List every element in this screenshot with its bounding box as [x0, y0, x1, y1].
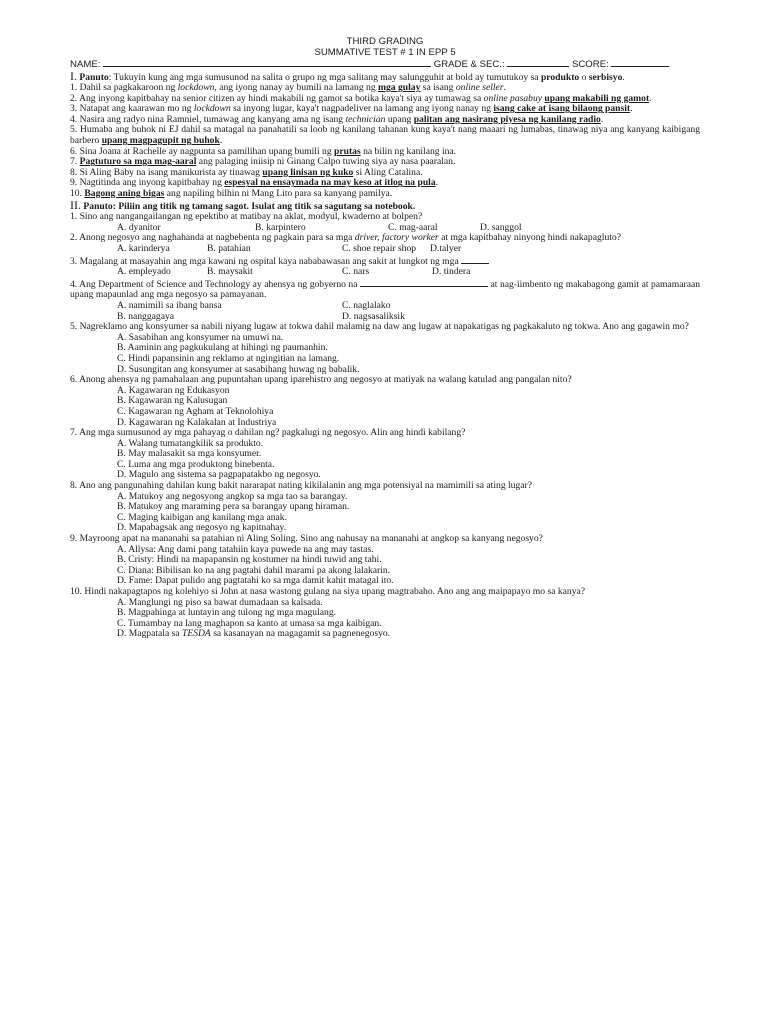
question-6: 6. Anong ahensya ng pamahalaan ang pupuntahan upang iparehistro ang negosyo at matiyak na walang katulad ang pangalan nito?: [70, 374, 572, 386]
item-key-phrase: upang linisan ng kuko: [262, 166, 354, 178]
choice-a[interactable]: A. Allysa: Ang dami pang tatahiin kaya puwede na ang may tastas.: [117, 543, 374, 555]
item-key-phrase: espesyal na ensaymada na may keso at itlog na pula: [224, 177, 436, 189]
choice-d[interactable]: D. Kagawaran ng Kalakalan at Industriya: [117, 416, 277, 428]
choice-c[interactable]: C. Tumambay na lang maghapon sa kanto at umasa sa mga kaibigan.: [117, 617, 382, 629]
choice-d[interactable]: D. Susungitan ang konsyumer at sasabihang huwag ng babalik.: [117, 363, 360, 375]
item-italic: online pasabuy: [483, 92, 542, 104]
item-text: 8. Si Aling Baby na isang manikurista ay tinawag: [70, 166, 263, 178]
item-text: 3. Natapat ang kaarawan mo ng: [70, 103, 194, 115]
question-text: at mga kapitbahay ninyong hindi nakapagluto?: [438, 232, 621, 244]
item-text: na bilin ng kanilang ina.: [360, 145, 457, 157]
choice-a[interactable]: A. Walang tumatangkilik sa produkto.: [117, 437, 264, 449]
choice-a[interactable]: A. Sasabihan ang konsyumer na umuwi na.: [117, 331, 284, 343]
item-text: 4. Nasira ang radyo nina Ramniel, tumawag ang kanyang ama ng isang: [70, 113, 346, 125]
choice-c[interactable]: C. Luma ang mga produktong binebenta.: [117, 458, 275, 470]
part1-or: o: [579, 71, 589, 83]
question-1: 1. Sino ang nangangailangan ng epektibo at matibay na aklat, modyul, kwaderno at bolpen?: [70, 211, 423, 223]
choice-a[interactable]: A. namimili sa ibang bansa: [117, 299, 222, 311]
item-key-phrase: upang makabili ng gamot: [544, 92, 650, 104]
item-text: ang napiling bilhin ni Mang Lito para sa kanyang pamilya.: [164, 188, 393, 200]
question-3-choices: [70, 267, 700, 278]
question-2-choices: [70, 244, 700, 255]
choice-b[interactable]: B. Aaminin ang pagkukulang at hihingi ng paumanhin.: [117, 342, 328, 354]
item-italic: lockdown: [177, 82, 215, 94]
choice-b[interactable]: B. patahian: [207, 243, 251, 254]
choice-c[interactable]: C. nars: [342, 266, 370, 278]
choice-a[interactable]: A. karinderya: [117, 243, 170, 254]
item-text: 2. Ang inyong kapitbahay na senior citizen ay hindi makabili ng gamot sa botika kaya't siya ay tumawag sa: [70, 92, 484, 104]
grading-title: THIRD GRADING: [346, 36, 424, 47]
item-text: .: [600, 113, 604, 125]
part1-serbisyo: serbisyo: [588, 71, 623, 83]
item-text: .: [649, 92, 652, 104]
choice-text: D. Magpatala sa: [117, 628, 183, 640]
choice-b[interactable]: B. Kagawaran ng Kalusugan: [117, 395, 228, 407]
item-text: 6. Sina Joana at Rachelle ay nagpunta sa pamilihan upang bumili ng: [70, 145, 335, 157]
question-8: 8. Ano ang pangunahing dahilan kung bakit nararapat nating kikilalanin ang mga potensiyal na mamimili sa ating lugar?: [70, 480, 532, 492]
item-italic: lockdown: [193, 103, 231, 115]
item-text: 1. Dahil sa pagkakaroon ng: [70, 82, 178, 94]
question-italic: driver, factory worker: [354, 232, 439, 244]
question-5: 5. Nagreklamo ang konsyumer sa nabili niyang lugaw at tokwa dahil malamig na daw ang lugaw at napakatigas ng pagkakaluto ng tokwa. Ano ang gagawin mo?: [70, 321, 689, 333]
item-key-phrase: Bagong aning bigas: [84, 188, 165, 200]
choice-c[interactable]: C. Diana: Bibilisan ko na ang pagtahi dahil marami pa akong lalakarin.: [117, 564, 391, 576]
item-text: ang palaging iniisip ni Ginang Calpo tuwing siya ay nasa paaralan.: [196, 156, 456, 168]
choice-c[interactable]: C. Maging kaibigan ang kanilang mga anak.: [117, 511, 287, 523]
grade-blank[interactable]: [507, 58, 569, 67]
choice-b[interactable]: B. Magpahinga at luntayin ang tulong ng mga magulang.: [117, 607, 337, 619]
choice-c[interactable]: C. shoe repair shop: [342, 243, 417, 254]
choice-c[interactable]: C. Kagawaran ng Agham at Teknolohiya: [117, 405, 274, 417]
answer-blank[interactable]: [360, 278, 488, 287]
question-4: [70, 278, 700, 301]
name-blank[interactable]: [103, 58, 431, 67]
choice-b[interactable]: B. Matukoy ang maraming pera sa barangay upang hiraman.: [117, 501, 350, 513]
choice-a[interactable]: A. Manglungi ng piso sa bawat dumadaan sa kalsada.: [117, 596, 323, 608]
choice-d[interactable]: D. nagsasaliksik: [342, 310, 405, 322]
item-key-phrase: upang magpagupit ng buhok: [101, 135, 220, 147]
question-10: 10. Hindi nakapagtapos ng kolehiyo si John at nasa wastong gulang na siya upang magtrabaho. Ano ang ang maipapayo mo sa kanya?: [70, 586, 586, 597]
item-text: sa isang: [420, 82, 456, 94]
item-text: .: [630, 103, 633, 115]
part1-panuto-label: Panuto: [79, 71, 109, 83]
answer-blank[interactable]: [461, 255, 489, 264]
choice-d[interactable]: D. Fame: Dapat pulido ang pagtatahi ko sa mga damit kahit matagal ito.: [117, 575, 394, 587]
question-text: 2. Anong negosyo ang naghahanda at nagbebenta ng pagkain para sa mga: [70, 232, 355, 244]
part1-item-10: [70, 189, 700, 200]
name-label: NAME:: [70, 59, 101, 70]
choice-b[interactable]: B. Cristy: Hindi na mapapansin ng kostumer na hindi tuwid ang tahi.: [117, 554, 382, 566]
question-text: 3. Magalang at masayahin ang mga kawani ng ospital kaya nababawasan ang sakit at lungkot ng mga: [70, 255, 459, 267]
question-text: at nag-iimbento ng makabagong gamit at pamamaraan upang mapaunlad ang mga negosyo sa pamayanan.: [70, 278, 701, 301]
choice-c[interactable]: C. mag-aaral: [388, 221, 438, 233]
choice-a[interactable]: A. Matukoy ang negosyong angkop sa mga tao sa barangay.: [117, 490, 348, 502]
name-line: [70, 58, 700, 71]
item-text: 10.: [70, 188, 85, 200]
choice-italic: TESDA: [182, 628, 211, 640]
choice-b[interactable]: B. May malasakit sa mga konsyumer.: [117, 448, 262, 460]
choice-d[interactable]: D. sanggol: [480, 221, 522, 233]
question-7: 7. Ang mga sumusunod ay mga pahayag o dahilan ng? pagkalugi ng negosyo. Alin ang hindi kabilang?: [70, 427, 466, 439]
choice-a[interactable]: A. empleyado: [117, 266, 171, 278]
choice-b[interactable]: B. maysakit: [207, 266, 253, 278]
part2-panuto: Panuto: Piliin ang titik ng tamang sagot. Isulat ang titik sa sagutang sa notebook.: [83, 200, 416, 212]
choice-b[interactable]: B. nanggagaya: [117, 310, 175, 322]
part1-roman: I.: [70, 68, 77, 83]
choice-c[interactable]: C. Hindi papansinin ang reklamo at ngingitian na lamang.: [117, 352, 340, 364]
score-label: SCORE:: [571, 59, 609, 70]
choice-d[interactable]: D.talyer: [430, 243, 462, 254]
choice-b[interactable]: B. karpintero: [255, 221, 306, 233]
choice-a[interactable]: A. dyanitor: [117, 221, 161, 233]
question-4-choices-row1: [70, 301, 700, 312]
item-text: .: [503, 82, 506, 94]
item-key-phrase: palitan ang nasirang piyesa ng kanilang radio: [413, 113, 601, 125]
choice-c[interactable]: C. naglalako: [342, 299, 391, 311]
part1-item-5: [70, 125, 700, 146]
item-text: 9. Nagtitinda ang inyong kapitbahay ng: [70, 177, 225, 189]
part1-panuto-end: .: [622, 71, 625, 83]
item-text: , ang iyong nanay ay bumili na lamang ng: [214, 82, 379, 94]
question-4-choices-row2: [70, 312, 700, 323]
item-text: 5. Humaba ang buhok ni EJ dahil sa matagal na panahatili sa loob ng kanilang tahanan kung kaya't nang maaari ng lumabas, tinawag niya ang kanyang kaibigang barbero: [70, 124, 700, 147]
part1-produkto: produkto: [540, 71, 580, 83]
item-text: sa inyong lugar, kaya't nagpadeliver na lamang ang iyong nanay ng: [230, 103, 494, 115]
item-key-phrase: mga gulay: [378, 82, 421, 94]
grade-label: GRADE & SEC.:: [433, 59, 505, 70]
choice-d[interactable]: D. Mapabagsak ang negosyo ng kapitnahay.: [117, 522, 287, 534]
choice-a[interactable]: A. Kagawaran ng Edukasyon: [117, 384, 230, 396]
item-text: si Aling Catalina.: [353, 166, 423, 178]
item-key-phrase: prutas: [334, 145, 361, 157]
choice-d[interactable]: D. Magulo ang sistema sa pagpapatakbo ng negosyo.: [117, 469, 321, 481]
item-text: .: [219, 135, 223, 147]
item-key-phrase: isang cake at isang bilaong pansit: [493, 103, 631, 115]
part2-roman: II.: [70, 197, 81, 212]
item-text: 7.: [70, 156, 80, 168]
choice-d[interactable]: [70, 629, 700, 640]
item-italic: technician: [345, 113, 386, 125]
item-text: .: [435, 177, 439, 189]
question-1-choices: [70, 223, 700, 234]
question-9: 9. Mayroong apat na mananahi sa patahian ni Aling Soling. Sino ang nahusay na mananahi at angkop sa kanyang negosyo?: [70, 533, 543, 545]
test-title: SUMMATIVE TEST # 1 IN EPP 5: [314, 47, 456, 58]
question-text: 4. Ang Department of Science and Technology ay ahensya ng gobyerno na: [70, 278, 358, 290]
test-page: [70, 36, 700, 640]
item-italic: online seller: [455, 82, 504, 94]
choice-text: sa kasanayan na magagamit sa pagnenegosyo.: [210, 628, 391, 640]
part1-panuto-text: : Tukuyin kung ang mga sumusunod na salita o grupo ng mga salitang may salungguhit at bold ay tumutukoy sa: [108, 71, 539, 83]
item-key-phrase: Pagtuturo sa mga mag-aaral: [79, 156, 197, 168]
item-text: upang: [385, 113, 414, 125]
choice-d[interactable]: D. tindera: [432, 266, 471, 278]
score-blank[interactable]: [611, 58, 669, 67]
